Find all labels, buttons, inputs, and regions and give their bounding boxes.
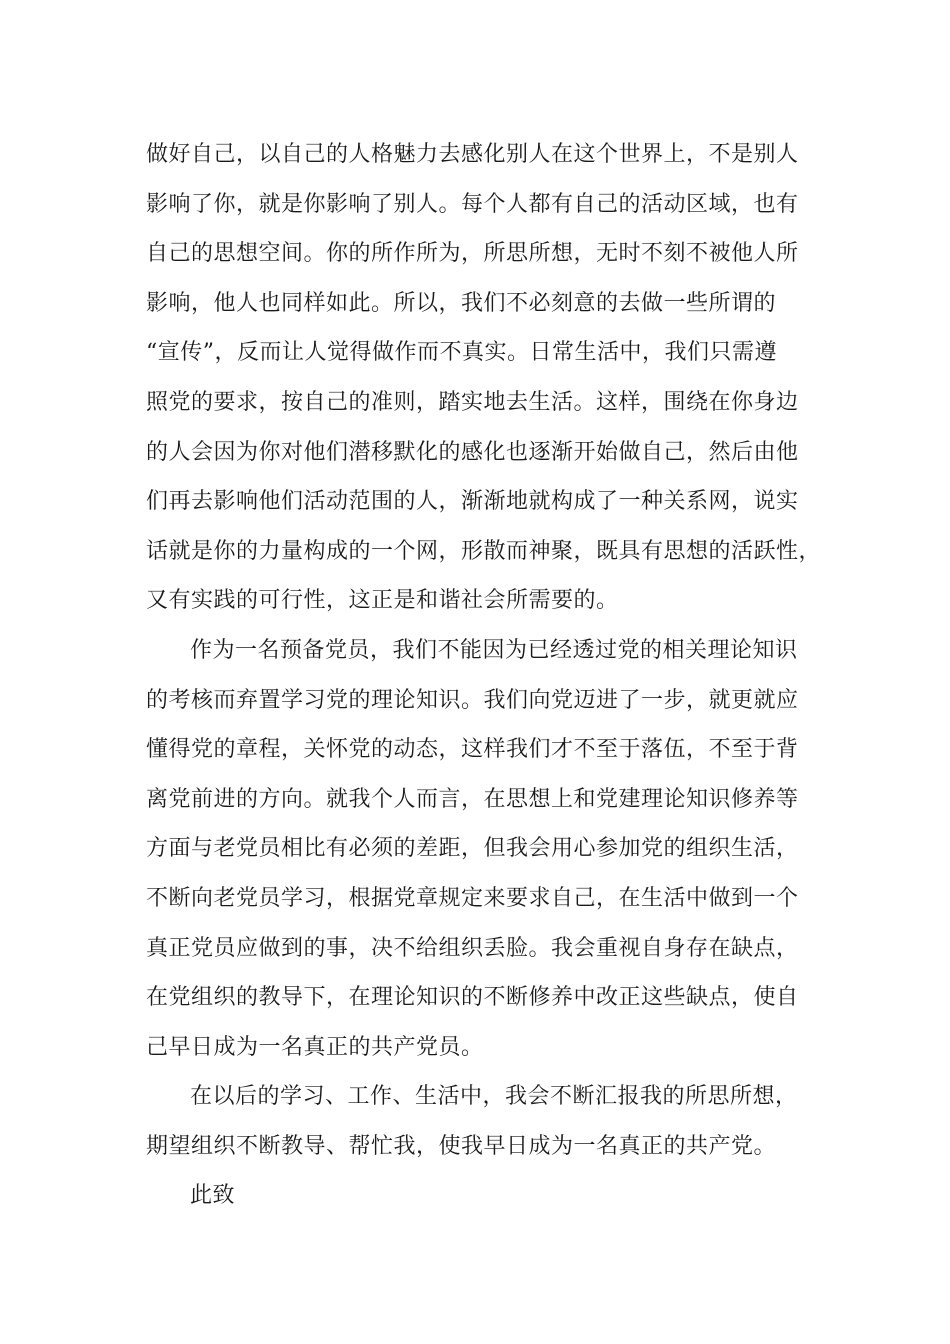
text-line: 己早日成为一名真正的共产党员。: [146, 1034, 484, 1060]
text-line: 的人会因为你对他们潜移默化的感化也逐渐开始做自己，然后由他: [146, 439, 799, 465]
text-line: 影响，他人也同样如此。所以，我们不必刻意的去做一些所谓的: [146, 290, 777, 316]
text-line: 期望组织不断教导、帮忙我，使我早日成为一名真正的共产党。: [146, 1133, 777, 1159]
text-line: 不断向老党员学习，根据党章规定来要求自己，在生活中做到一个: [146, 885, 799, 911]
document-body: [146, 130, 836, 1221]
text-line: 照党的要求，按自己的准则，踏实地去生活。这样，围绕在你身边: [146, 389, 799, 415]
text-line: 话就是你的力量构成的一个网，形散而神聚，既具有思想的活跃性，: [146, 538, 822, 564]
text-line: 影响了你，就是你影响了别人。每个人都有自己的活动区域，也有: [146, 191, 799, 217]
text-line: 在党组织的教导下，在理论知识的不断修养中改正这些缺点，使自: [146, 985, 799, 1011]
paragraph-start-line: 在以后的学习、工作、生活中，我会不断汇报我的所思所想，: [190, 1084, 798, 1110]
text-line: 方面与老党员相比有必须的差距，但我会用心参加党的组织生活，: [146, 836, 799, 862]
text-line: 自己的思想空间。你的所作所为，所思所想，无时不刻不被他人所: [146, 241, 799, 267]
text-line: 做好自己，以自己的人格魅力去感化别人在这个世界上，不是别人: [146, 142, 799, 167]
text-line: 懂得党的章程，关怀党的动态，这样我们才不至于落伍，不至于背: [146, 737, 799, 763]
text-line: “宣传”，反而让人觉得做作而不真实。日常生活中，我们只需遵: [146, 340, 777, 366]
text-line: 离党前进的方向。就我个人而言，在思想上和党建理论知识修养等: [146, 786, 799, 812]
text-line: 真正党员应做到的事，决不给组织丢脸。我会重视自身存在缺点，: [146, 935, 799, 961]
text-line: 们再去影响他们活动范围的人，渐渐地就构成了一种关系网，说实: [146, 489, 799, 515]
text-line: 的考核而弃置学习党的理论知识。我们向党迈进了一步，就更就应: [146, 687, 799, 713]
text-line: 又有实践的可行性，这正是和谐社会所需要的。: [146, 588, 619, 614]
closing-salutation: 此致: [190, 1183, 236, 1209]
paragraph-start-line: 作为一名预备党员，我们不能因为已经透过党的相关理论知识: [190, 637, 798, 663]
